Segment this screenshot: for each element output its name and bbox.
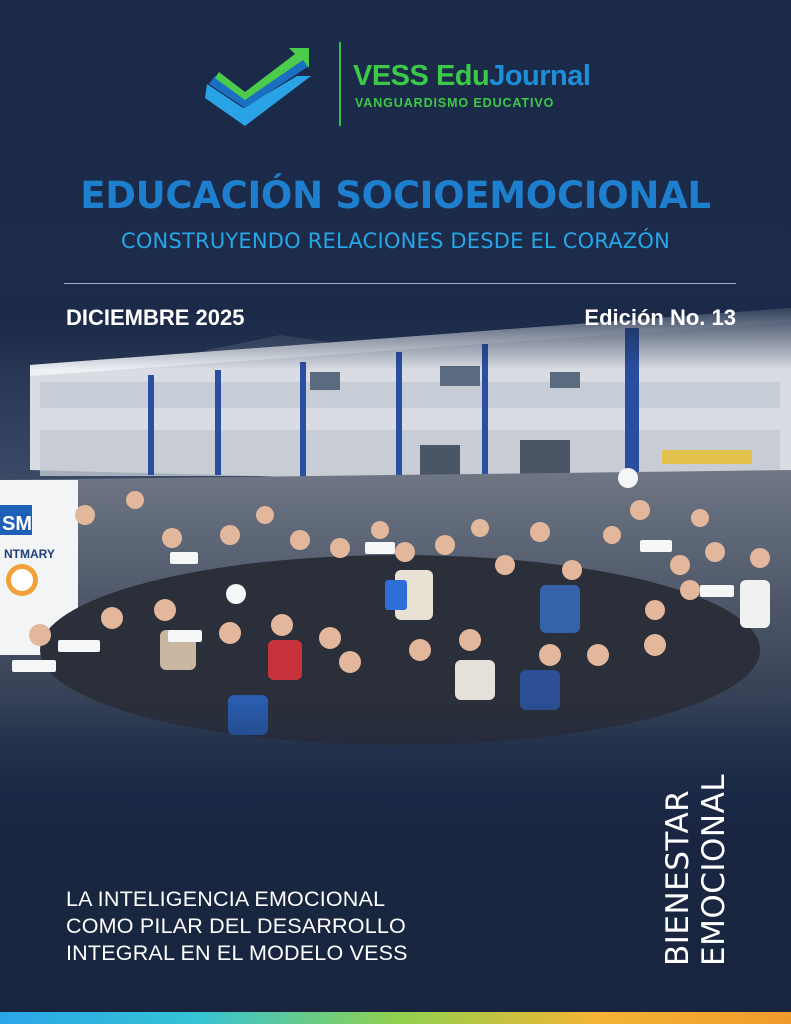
cover-subtitle: CONSTRUYENDO RELACIONES DESDE EL CORAZÓN — [120, 229, 671, 253]
cover-title: EDUCACIÓN SOCIOEMOCIONAL — [80, 174, 711, 217]
issue-date: DICIEMBRE 2025 — [66, 305, 245, 330]
logo-divider — [339, 42, 341, 126]
section-label-line-1: BIENESTAR — [660, 789, 696, 966]
brand-tagline: VANGUARDISMO EDUCATIVO — [355, 96, 555, 110]
logo-check-arrow-icon — [205, 46, 325, 126]
bottom-color-bar — [0, 1012, 791, 1024]
group-photo — [0, 300, 791, 820]
edition-number: Edición No. 13 — [584, 305, 736, 330]
brand-journal: Journal — [489, 60, 591, 92]
article-title-line-1: LA INTELIGENCIA EMOCIONAL — [66, 887, 386, 911]
banner-text-sm: SM — [2, 513, 32, 535]
divider-line — [64, 283, 736, 284]
banner-text-mary: NTMARY — [4, 547, 55, 561]
journal-logo — [205, 40, 605, 130]
section-label — [660, 762, 744, 966]
article-title-line-3: INTEGRAL EN EL MODELO VESS — [66, 941, 408, 965]
section-label-line-2: EMOCIONAL — [696, 773, 732, 966]
article-title-line-2: COMO PILAR DEL DESARROLLO — [66, 914, 406, 938]
brand-edu: Edu — [435, 60, 490, 92]
brand-vess: VESS — [353, 60, 429, 92]
brand-name — [353, 60, 590, 93]
